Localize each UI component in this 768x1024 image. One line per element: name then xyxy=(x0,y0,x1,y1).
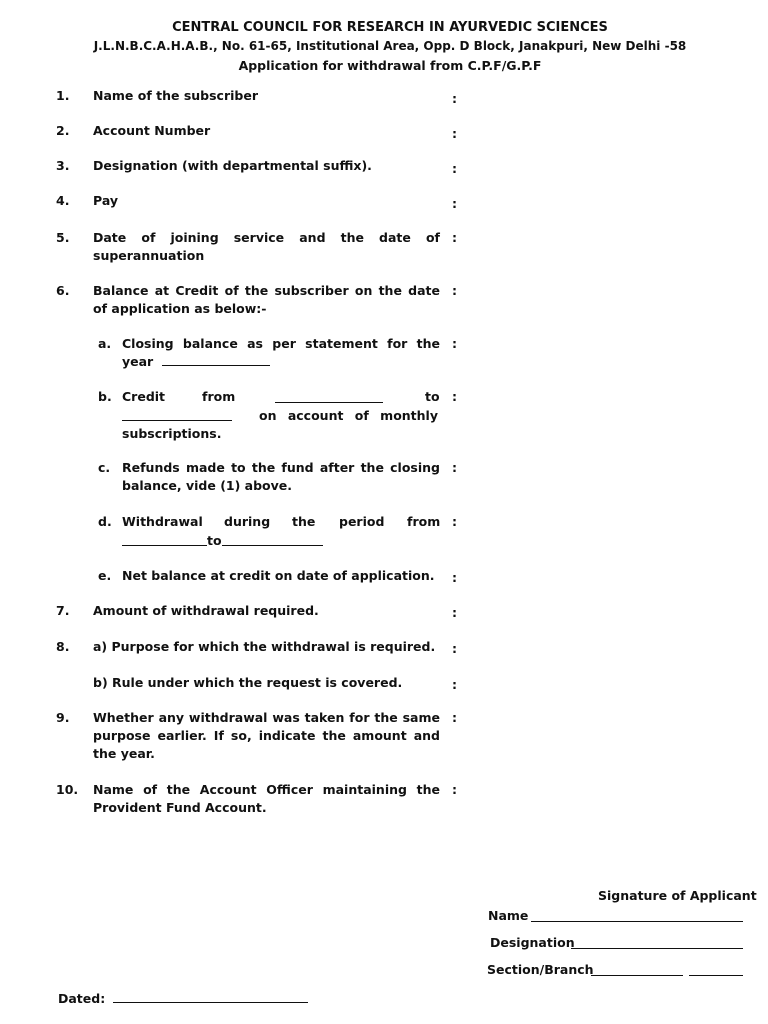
sub-label-line: Closing balance as per statement for the xyxy=(122,336,440,351)
dated-line xyxy=(58,990,308,1008)
item-label: Name of the subscriber xyxy=(93,88,259,103)
on-account-label: on account of monthly xyxy=(259,408,438,423)
the-label: the xyxy=(292,514,316,529)
sub-letter: e. xyxy=(98,568,112,583)
sub-letter: b. xyxy=(98,389,112,404)
name-label: Name xyxy=(488,908,529,923)
item-number: 8. xyxy=(56,639,70,654)
sub-letter: a. xyxy=(98,336,112,351)
item-number: 7. xyxy=(56,603,70,618)
item-number: 6. xyxy=(56,283,70,298)
period-from-blank[interactable] xyxy=(122,533,207,546)
credit-label: Credit xyxy=(122,389,166,404)
item-number: 2. xyxy=(56,123,70,138)
colon: : xyxy=(452,196,457,211)
colon: : xyxy=(452,605,457,620)
period-label: period xyxy=(339,514,385,529)
name-line xyxy=(488,907,528,925)
colon: : xyxy=(452,710,457,725)
sub-letter: d. xyxy=(98,514,112,529)
designation-label: Designation xyxy=(490,935,575,950)
organization-address: J.L.N.B.C.A.H.A.B., No. 61-65, Institutional Area, Opp. D Block, Janakpuri, New Delhi -58 xyxy=(93,39,687,53)
sub-label xyxy=(122,335,440,353)
from-label: from xyxy=(407,514,441,529)
to-label: to xyxy=(207,533,222,548)
organization-name: CENTRAL COUNCIL FOR RESEARCH IN AYURVEDIC SCIENCES xyxy=(172,20,608,35)
credit-to-blank[interactable] xyxy=(122,408,232,421)
sub-letter: c. xyxy=(98,460,111,475)
item-label: Name of the Account Officer maintaining the Provident Fund Account. xyxy=(93,782,440,815)
colon: : xyxy=(452,460,457,475)
form-title: Application for withdrawal from C.P.F/G.P.F xyxy=(238,58,542,73)
period-to-blank[interactable] xyxy=(222,533,323,546)
item-label: Amount of withdrawal required. xyxy=(93,603,319,618)
from-label: from xyxy=(202,389,236,404)
colon: : xyxy=(452,677,457,692)
item-number: 1. xyxy=(56,88,70,103)
to-label: to xyxy=(425,389,440,404)
signature-title: Signature of Applicant xyxy=(598,888,757,903)
item-label: Account Number xyxy=(93,123,211,138)
item-label: Balance at Credit of the subscriber on the date of application as below:- xyxy=(93,283,440,316)
item-number: 9. xyxy=(56,710,70,725)
item-number: 5. xyxy=(56,230,70,245)
section-blank[interactable] xyxy=(591,963,683,976)
colon: : xyxy=(452,641,457,656)
designation-blank[interactable] xyxy=(571,936,743,949)
colon: : xyxy=(452,126,457,141)
name-blank[interactable] xyxy=(531,909,743,922)
form-header xyxy=(60,18,720,75)
item-label: Whether any withdrawal was taken for the same purpose earlier. If so, indicate the amount and the year. xyxy=(93,710,440,761)
sub-label: Refunds made to the fund after the closing balance, vide (1) above. xyxy=(122,460,440,493)
item-label: b) Rule under which the request is covered. xyxy=(93,675,403,690)
colon: : xyxy=(452,336,457,351)
colon: : xyxy=(452,514,457,529)
subscriptions-label: subscriptions. xyxy=(122,426,222,441)
item-label: Date of joining service and the date of superannuation xyxy=(93,230,440,263)
designation-line xyxy=(490,934,575,952)
colon: : xyxy=(452,570,457,585)
dated-label: Dated: xyxy=(58,991,106,1006)
withdrawal-label: Withdrawal xyxy=(122,514,203,529)
item-number: 3. xyxy=(56,158,70,173)
colon: : xyxy=(452,230,457,245)
item-label: Designation (with departmental suffix). xyxy=(93,158,372,173)
colon: : xyxy=(452,91,457,106)
during-label: during xyxy=(224,514,271,529)
colon: : xyxy=(452,161,457,176)
colon: : xyxy=(452,782,457,797)
section-branch-line xyxy=(487,961,594,979)
section-branch-label: Section/Branch xyxy=(487,962,594,977)
sub-label-line: year xyxy=(122,354,154,369)
colon: : xyxy=(452,283,457,298)
item-number: 4. xyxy=(56,193,70,208)
item-number: 10. xyxy=(56,782,79,797)
branch-blank[interactable] xyxy=(689,963,743,976)
item-label: a) Purpose for which the withdrawal is required. xyxy=(93,639,436,654)
sub-label: Net balance at credit on date of application. xyxy=(122,568,435,583)
colon: : xyxy=(452,389,457,404)
dated-blank[interactable] xyxy=(113,990,308,1003)
year-blank[interactable] xyxy=(162,353,270,366)
item-label: Pay xyxy=(93,193,119,208)
credit-from-blank[interactable] xyxy=(275,390,383,403)
